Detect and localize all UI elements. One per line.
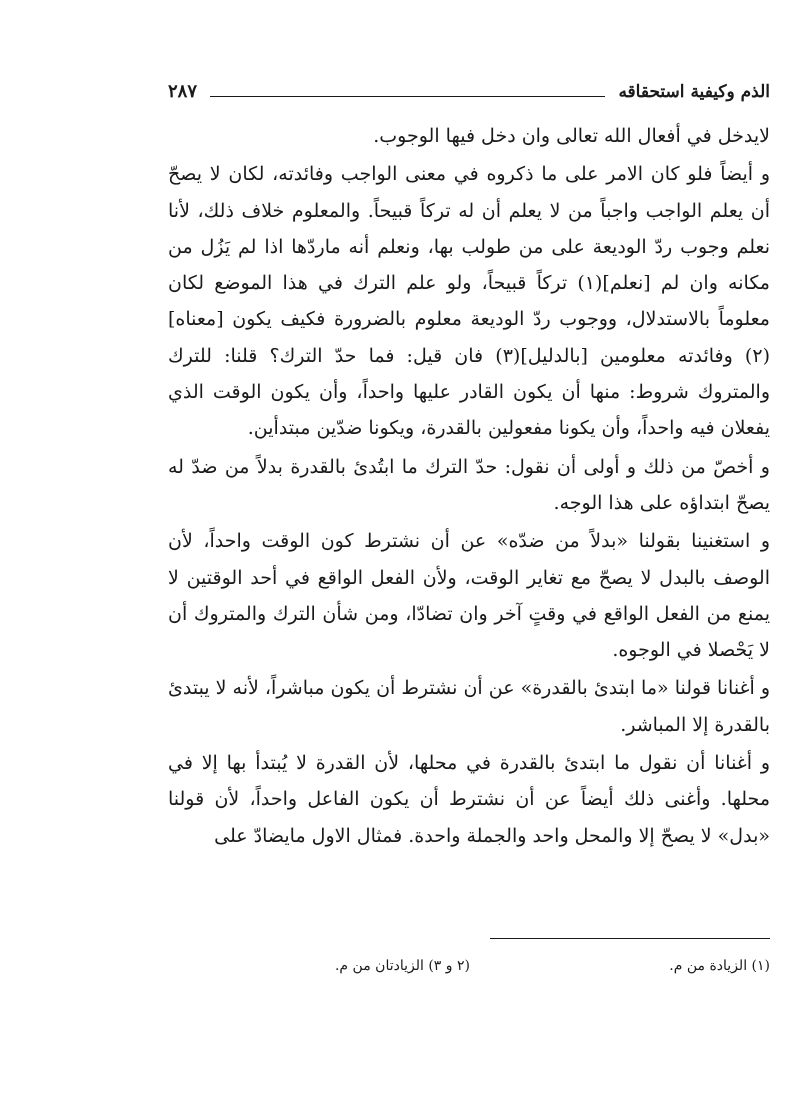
running-header <box>168 80 770 110</box>
footnote-1: (١) الزيادة من م. <box>669 958 770 974</box>
paragraph: لايدخل في أفعال الله تعالى وان دخل فيها الوجوب. <box>373 125 770 147</box>
header-rule <box>210 96 605 97</box>
footnote-2-3: (٢ و ٣) الزيادتان من م. <box>334 958 470 974</box>
paragraph: و استغنينا بقولنا «بدلاً من ضدّه» عن أن نشترط كون الوقت واحداً، لأن الوصف بالبدل لا يصحّ مع تغاير الوقت، ولأن الفعل الواقع في أحد الوقتين لا يمنع من الفعل الواقع في وقتٍ آخر وان تضادّا، ومن شأن الترك والمتروك أن لا يَحْصلا في الوجوه. <box>168 530 770 662</box>
paragraph: و أغنانا قولنا «ما ابتدئ بالقدرة» عن أن نشترط أن يكون مباشراً، لأنه لا يبتدئ بالقدرة إلا المباشر. <box>168 677 770 736</box>
running-header-title: الذم وكيفية استحقاقه <box>610 82 770 102</box>
paragraph: و أيضاً فلو كان الامر على ما ذكروه في معنى الواجب وفائدته، لكان لا يصحّ أن يعلم الواجب واجباً من لا يعلم أن له تركاً قبيحاً. والمعلوم خلاف ذلك، لأنا نعلم وجوب ردّ الوديعة على من طولب بها، ونعلم أنه ماردّها اذا لم يَزُل من مكانه وان لم [نعلم](١) تركاً قبيحاً، ولو علم الترك في هذا الموضع لكان معلوماً بالاستدلال، ووجوب ردّ الوديعة معلوم بالضرورة فكيف يكون [معناه](٢) وفائدته معلومين [بالدليل](٣) فان قيل: فما حدّ الترك؟ قلنا: للترك والمتروك شروط: منها أن يكون القادر عليها واحداً، وأن يكون الوقت الذي يفعلان فيه واحداً، وأن يكونا مفعولين بالقدرة، ويكونا ضدّين مبتدأين. <box>168 163 770 440</box>
footnotes <box>168 958 770 982</box>
footnote-rule <box>490 938 770 939</box>
paragraph: و أغنانا أن نقول ما ابتدئ بالقدرة في محلها، لأن القدرة لا يُبتدأ بها إلا في محلها. وأغنى ذلك أيضاً عن أن نشترط أن يكون الفاعل واحداً، لأن قولنا «بدل» لا يصحّ إلا والمحل واحد والجملة واحدة. فمثال الاول مايضادّ على <box>168 752 770 847</box>
body-text <box>168 118 770 856</box>
paragraph: و أخصّ من ذلك و أولى أن نقول: حدّ الترك ما ابتُدئ بالقدرة بدلاً من ضدّ له يصحّ ابتداؤه على هذا الوجه. <box>168 455 770 514</box>
page-number: ٢٨٧ <box>168 81 198 102</box>
